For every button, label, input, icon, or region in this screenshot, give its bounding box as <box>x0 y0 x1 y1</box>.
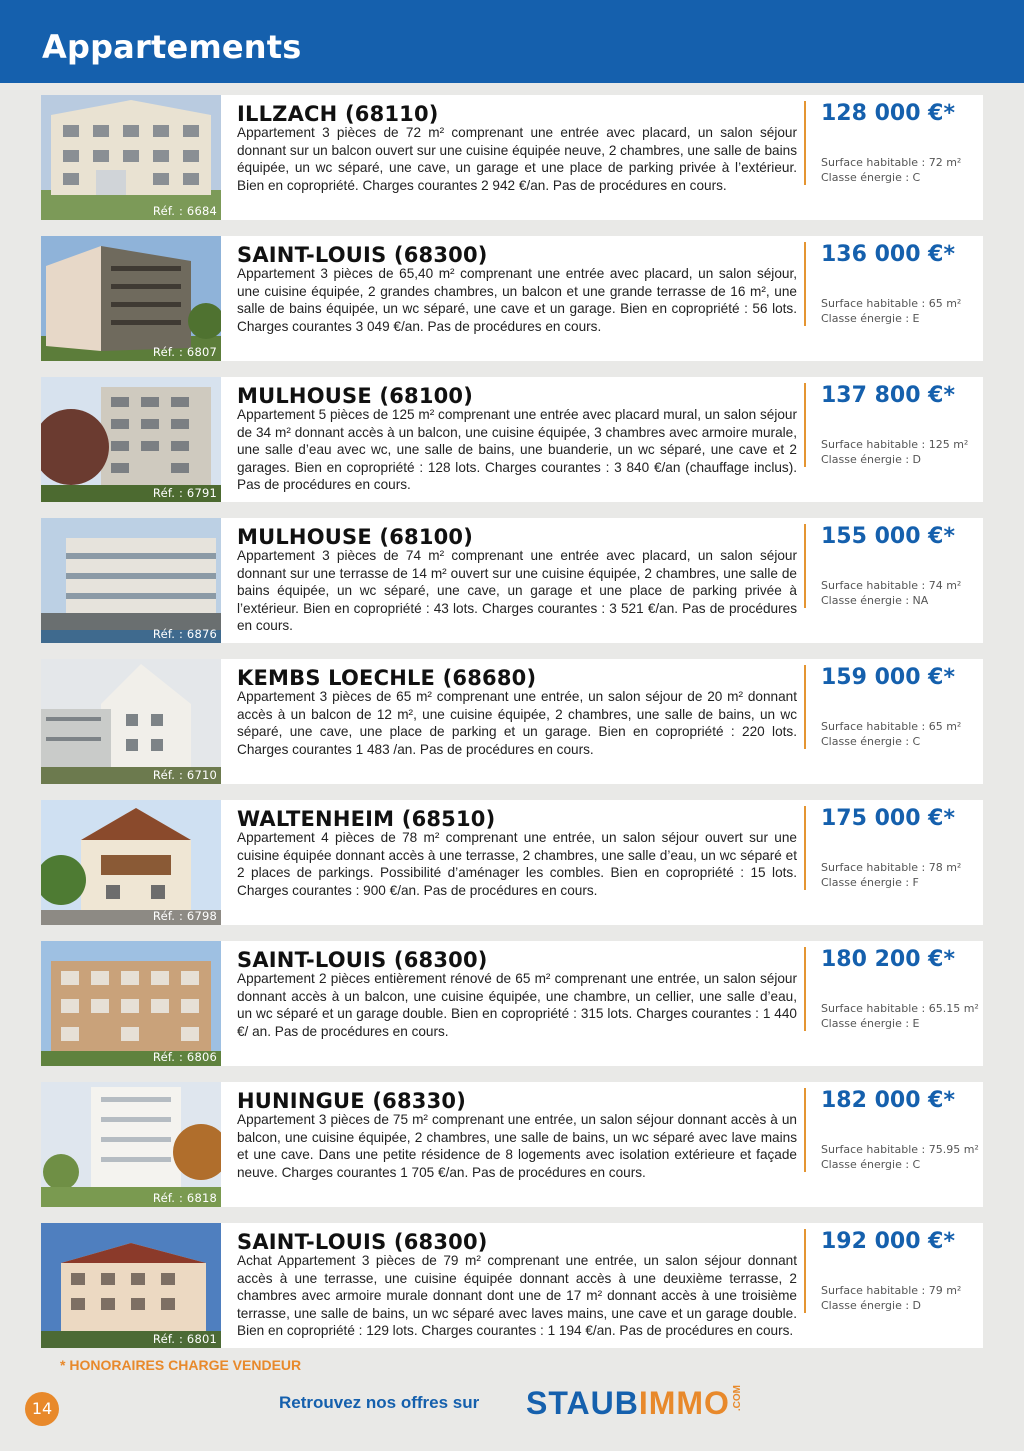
listing-meta <box>821 437 968 467</box>
listing-meta <box>821 1283 961 1313</box>
divider <box>804 1229 806 1313</box>
listing-description: Appartement 3 pièces de 75 m² comprenant une entrée, un salon séjour donnant accès à un balcon, une cuisine équipée, 2 chambres, une salle de bains, un wc séparé avec lave mains et une cave. Dans une petite résidence de 8 logements avec isolation extérieure et façade neuve. Charges courantes 1 705 €/an. Pas de procédures en cours. <box>237 1112 797 1180</box>
reference-label: Réf. : 6710 <box>152 768 217 782</box>
property-photo[interactable] <box>41 941 221 1066</box>
listing-city: MULHOUSE (68100) <box>237 525 474 549</box>
energy-class-label: Classe énergie : C <box>821 735 921 748</box>
energy-class-label: Classe énergie : NA <box>821 594 929 607</box>
divider <box>804 806 806 890</box>
energy-class-label: Classe énergie : C <box>821 171 921 184</box>
reference-label: Réf. : 6806 <box>152 1050 217 1064</box>
listing-card[interactable] <box>41 377 983 502</box>
fees-footnote: * HONORAIRES CHARGE VENDEUR <box>60 1357 302 1373</box>
surface-label: Surface habitable : 65 m² <box>821 720 962 733</box>
divider <box>804 242 806 326</box>
energy-class-label: Classe énergie : D <box>821 453 922 466</box>
reference-label: Réf. : 6684 <box>152 204 217 218</box>
energy-class-label: Classe énergie : D <box>821 1299 922 1312</box>
listing-description: Appartement 3 pièces de 72 m² comprenant une entrée avec placard, un salon séjour donnant sur un balcon ouvert sur une cuisine équipée neuve, 2 chambres, une salle de bains équipée, un wc séparé, une cave, un garage et une place de parking privée à l’extérieur. Bien en copropriété. Charges courantes 2 942 €/an. Pas de procédures en cours. <box>237 125 797 193</box>
listing-price: 137 800 €* <box>821 383 955 408</box>
listing-card[interactable] <box>41 1223 983 1348</box>
surface-label: Surface habitable : 78 m² <box>821 861 962 874</box>
listing-description: Appartement 2 pièces entièrement rénové de 65 m² comprenant une entrée, un salon séjour donnant accès à un balcon, une cuisine équipée, une chambre, un cellier, une salle d’eau, un wc séparé et un garage double. Bien en copropriété : 315 lots. Charges courantes : 1 440 €/ an. Pas de procédures en cours. <box>237 971 797 1039</box>
energy-class-label: Classe énergie : F <box>821 876 919 889</box>
property-photo[interactable] <box>41 518 221 643</box>
reference-label: Réf. : 6798 <box>152 909 217 923</box>
listing-price: 180 200 €* <box>821 947 955 972</box>
listing-price: 136 000 €* <box>821 242 955 267</box>
divider <box>804 947 806 1031</box>
surface-label: Surface habitable : 65.15 m² <box>821 1002 979 1015</box>
reference-label: Réf. : 6791 <box>152 486 217 500</box>
page-header <box>0 0 1024 83</box>
surface-label: Surface habitable : 65 m² <box>821 297 962 310</box>
footer-tagline: Retrouvez nos offres sur <box>279 1393 480 1412</box>
listing-price: 175 000 €* <box>821 806 955 831</box>
listing-meta <box>821 719 961 749</box>
divider <box>804 101 806 185</box>
listing-price: 159 000 €* <box>821 665 955 690</box>
listing-card[interactable] <box>41 941 983 1066</box>
listing-meta <box>821 1001 979 1031</box>
divider <box>804 383 806 467</box>
listing-card[interactable] <box>41 95 983 220</box>
staubimmo-logo[interactable] <box>526 1385 743 1421</box>
listing-description: Appartement 3 pièces de 65,40 m² comprenant une entrée avec placard, un salon séjour, une cuisine équipée, 2 grandes chambres, un balcon et une grande terrasse de 16 m², une salle de bains équipée, un wc séparé, une cave et un garage. Bien en copropriété : 56 lots. Charges courantes 3 049 €/an. Pas de procédures en cours. <box>237 266 797 334</box>
listing-city: ILLZACH (68110) <box>237 102 439 126</box>
listing-city: HUNINGUE (68330) <box>237 1089 466 1113</box>
listing-city: SAINT-LOUIS (68300) <box>237 243 488 267</box>
property-photo[interactable] <box>41 95 221 220</box>
listing-card[interactable] <box>41 518 983 643</box>
listing-card[interactable] <box>41 659 983 784</box>
energy-class-label: Classe énergie : E <box>821 1017 920 1030</box>
listing-city: SAINT-LOUIS (68300) <box>237 948 488 972</box>
property-photo[interactable] <box>41 236 221 361</box>
listing-city: KEMBS LOECHLE (68680) <box>237 666 537 690</box>
listing-description: Appartement 5 pièces de 125 m² comprenant une entrée avec placard mural, un salon séjour de 34 m² donnant accès à un balcon, une cuisine équipée, 3 chambres avec armoire murale, une salle d’eau avec wc, une salle de bains, une buanderie, un wc séparé, une cave et 2 garages. Bien en copropriété : 128 lots. Charges courantes : 3 840 €/an (chauffage inclus). Pas de procédures en cours. <box>237 407 797 493</box>
surface-label: Surface habitable : 79 m² <box>821 1284 962 1297</box>
surface-label: Surface habitable : 74 m² <box>821 579 962 592</box>
property-photo[interactable] <box>41 1223 221 1348</box>
listing-description: Appartement 3 pièces de 74 m² comprenant une entrée avec placard, un salon séjour donnant sur une terrasse de 14 m² ouvert sur une cuisine équipée, 2 chambres, une salle de bains équipée, un wc séparé, une cave, un garage et une place de parking privée à l’extérieur. Bien en copropriété : 43 lots. Charges courantes : 3 521 €/an. Pas de procédures en cours. <box>237 548 797 634</box>
listing-meta <box>821 578 961 608</box>
energy-class-label: Classe énergie : E <box>821 312 920 325</box>
property-photo[interactable] <box>41 377 221 502</box>
listing-city: SAINT-LOUIS (68300) <box>237 1230 488 1254</box>
listing-meta <box>821 860 961 890</box>
logo-part-staub: STAUB <box>526 1385 639 1421</box>
reference-label: Réf. : 6876 <box>152 627 217 641</box>
property-photo[interactable] <box>41 1082 221 1207</box>
reference-label: Réf. : 6801 <box>152 1332 217 1346</box>
page-title: Appartements <box>42 28 302 66</box>
listing-description: Appartement 3 pièces de 65 m² comprenant une entrée, un salon séjour de 20 m² donnant accès à un balcon de 12 m², une cuisine équipée, 2 chambres, une salle de bains, un wc séparé, une cave, une place de parking et un garage. Bien en copropriété : 220 lots. Charges courantes 1 483 /an. Pas de procédures en cours. <box>237 689 797 757</box>
property-photo[interactable] <box>41 659 221 784</box>
listing-city: MULHOUSE (68100) <box>237 384 474 408</box>
surface-label: Surface habitable : 72 m² <box>821 156 962 169</box>
listing-price: 155 000 €* <box>821 524 955 549</box>
listing-description: Appartement 4 pièces de 78 m² comprenant une entrée, un salon séjour ouvert sur une cuisine équipée donnant accès à une terrasse, 2 chambres, une salle d’eau, un wc séparé et 2 places de parkings. Possibilité d’aménager les combles. Bien en copropriété : 15 lots. Charges courantes : 900 €/an. Pas de procédures en cours. <box>237 830 797 898</box>
logo-part-immo: IMMO <box>638 1385 730 1421</box>
energy-class-label: Classe énergie : C <box>821 1158 921 1171</box>
reference-label: Réf. : 6818 <box>152 1191 217 1205</box>
listing-city: WALTENHEIM (68510) <box>237 807 496 831</box>
surface-label: Surface habitable : 125 m² <box>821 438 969 451</box>
surface-label: Surface habitable : 75.95 m² <box>821 1143 979 1156</box>
listing-card[interactable] <box>41 1082 983 1207</box>
listing-meta <box>821 155 961 185</box>
listing-meta <box>821 1142 979 1172</box>
listing-price: 192 000 €* <box>821 1229 955 1254</box>
divider <box>804 665 806 749</box>
logo-dotcom: .COM <box>731 1385 743 1412</box>
listing-card[interactable] <box>41 800 983 925</box>
page-number: 14 <box>25 1392 59 1426</box>
listing-description: Achat Appartement 3 pièces de 79 m² comprenant une entrée, un salon séjour donnant accès à une terrasse, une cuisine équipée donnant accès à une deuxième terrasse, 2 chambres avec armoire murale donnant dont une de 17 m² donnant accès à une troisième terrasse, une salle de bains, un wc séparé avec laves mains, une cave et un garage double. Bien en copropriété : 129 lots. Charges courantes : 1 194 €/an. Pas de procédures en cours. <box>237 1253 797 1339</box>
property-photo[interactable] <box>41 800 221 925</box>
listing-meta <box>821 296 961 326</box>
listing-card[interactable] <box>41 236 983 361</box>
reference-label: Réf. : 6807 <box>152 345 217 359</box>
divider <box>804 1088 806 1172</box>
listing-price: 128 000 €* <box>821 101 955 126</box>
divider <box>804 524 806 608</box>
listing-price: 182 000 €* <box>821 1088 955 1113</box>
